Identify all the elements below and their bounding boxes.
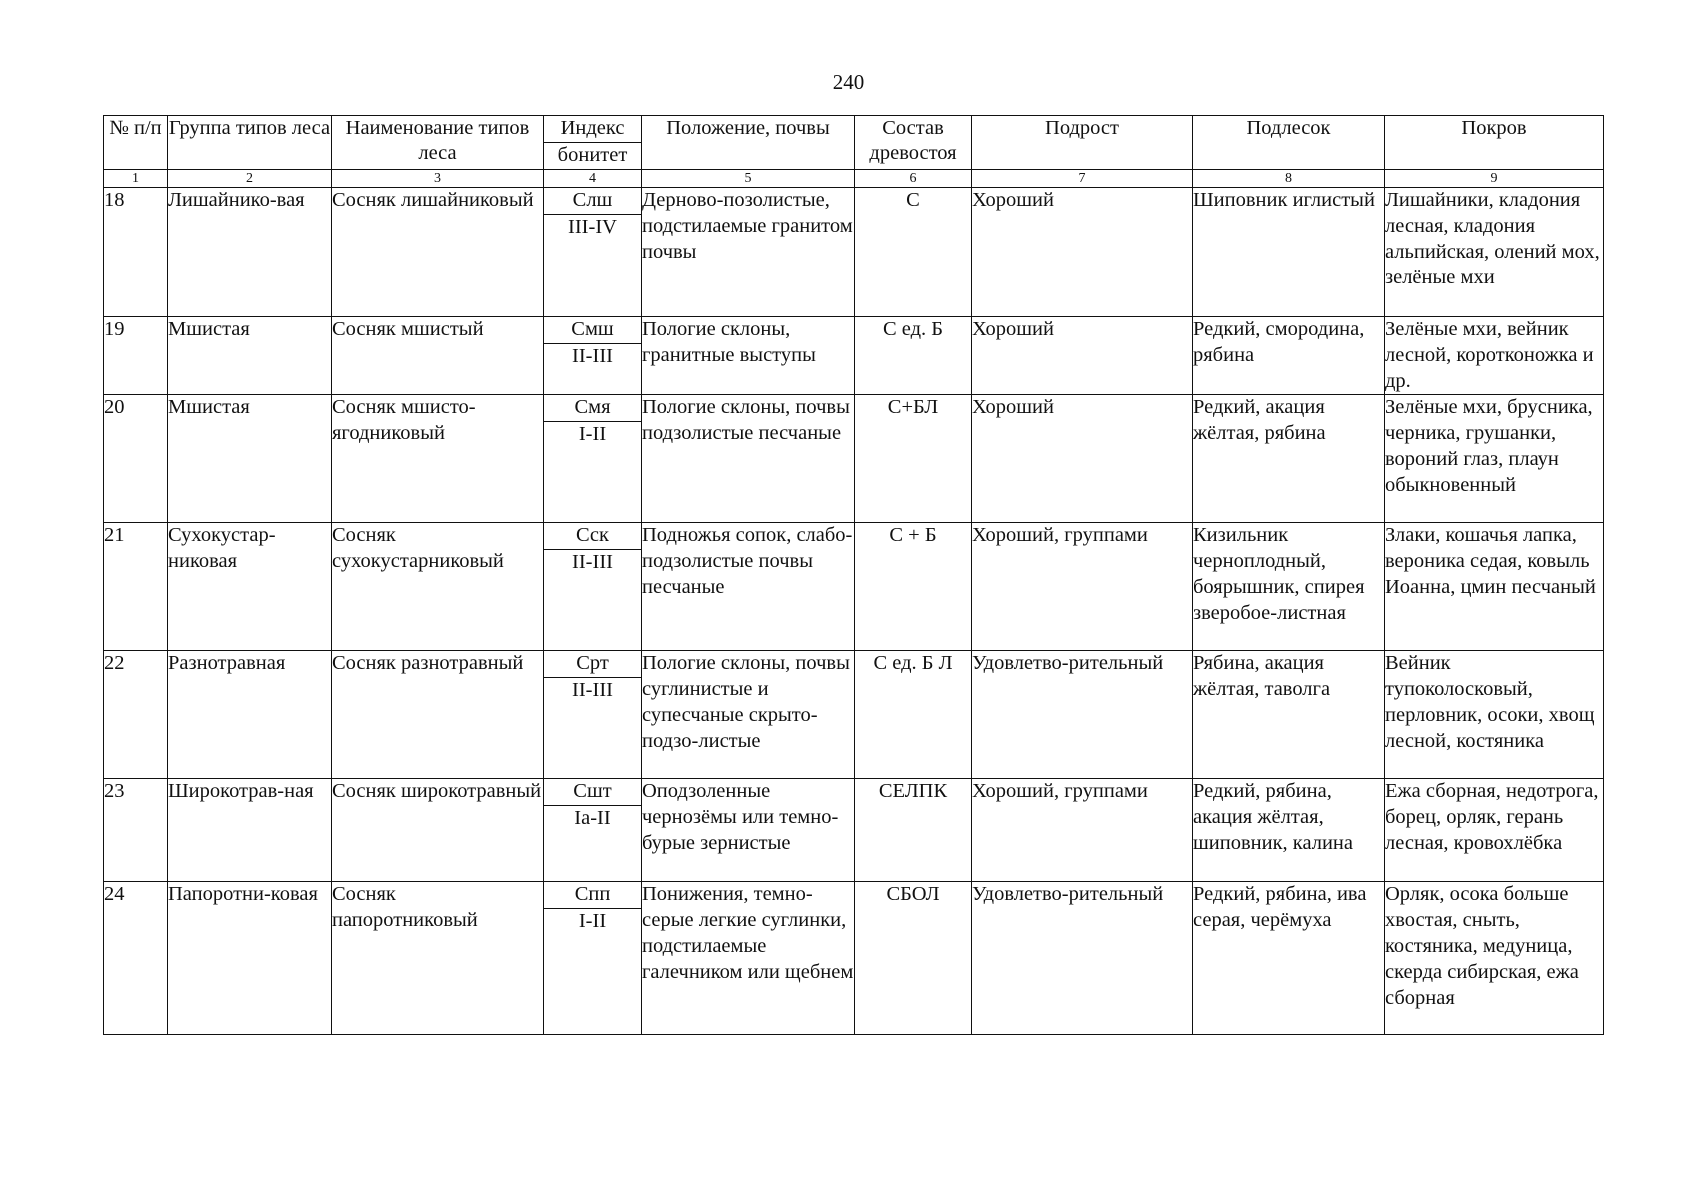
column-number: 5 [642, 170, 855, 188]
header-group-label: Группа типов леса [168, 117, 331, 139]
row-undergrowth: Хороший, группами [972, 779, 1193, 882]
row-group [168, 188, 332, 317]
row-num: 21 [104, 523, 168, 651]
row-undergrowth: Хороший, группами [972, 523, 1193, 651]
table-row [104, 651, 1604, 678]
row-name: Сосняк сухокустарниковый [332, 523, 544, 651]
row-group: Папоротни-ковая [168, 882, 332, 1035]
row-composition: С [855, 188, 972, 317]
row-position: Пологие склоны, гранитные выступы [642, 317, 855, 395]
header-group [168, 116, 332, 170]
column-number: 2 [168, 170, 332, 188]
column-number: 1 [104, 170, 168, 188]
page-number: 240 [832, 70, 865, 94]
row-name: Сосняк мшистый [332, 317, 544, 395]
header-underwood [1193, 116, 1385, 170]
column-number: 8 [1193, 170, 1385, 188]
row-num: 22 [104, 651, 168, 779]
table-row [104, 523, 1604, 550]
column-number: 6 [855, 170, 972, 188]
row-bonitet: I-II [544, 909, 642, 1035]
row-underwood: Редкий, акация жёлтая, рябина [1193, 395, 1385, 523]
row-composition: С + Б [855, 523, 972, 651]
row-undergrowth: Удовлетво-рительный [972, 882, 1193, 1035]
row-undergrowth: Хороший [972, 188, 1193, 317]
row-num: 20 [104, 395, 168, 523]
row-position: Дерново-позолистые, подстилаемые гранитом почвы [642, 188, 855, 317]
row-composition: СБОЛ [855, 882, 972, 1035]
row-composition: СЕЛПК [855, 779, 972, 882]
header-position [642, 116, 855, 170]
row-index: Срт [544, 651, 642, 678]
header-name [332, 116, 544, 170]
table-row [104, 779, 1604, 806]
header-cover [1385, 116, 1604, 170]
row-bonitet: II-III [544, 678, 642, 779]
row-underwood: Шиповник иглистый [1193, 188, 1385, 317]
header-composition [855, 116, 972, 170]
row-underwood: Редкий, рябина, акация жёлтая, шиповник, калина [1193, 779, 1385, 882]
row-position: Пологие склоны, почвы суглинистые и супесчаные скрыто-подзо-листые [642, 651, 855, 779]
row-position: Подножья сопок, слабо-подзолистые почвы песчаные [642, 523, 855, 651]
row-group: Сухокустар-никовая [168, 523, 332, 651]
row-underwood: Кизильник черноплодный, боярышник, спирея зверобое-листная [1193, 523, 1385, 651]
header-underwood-label: Подлесок [1246, 117, 1331, 139]
row-undergrowth: Хороший [972, 317, 1193, 395]
row-position: Понижения, темно-серые легкие суглинки, подстилаемые галечником или щебнем [642, 882, 855, 1035]
row-cover: Зелёные мхи, брусника, черника, грушанки, вороний глаз, плаун обыкновенный [1385, 395, 1604, 523]
row-group: Мшистая [168, 317, 332, 395]
row-composition: С ед. Б [855, 317, 972, 395]
row-index: Смш [544, 317, 642, 344]
header-name-label: Наименование типов леса [345, 117, 530, 164]
table-row [104, 395, 1604, 422]
table-row [104, 188, 1604, 215]
row-group: Мшистая [168, 395, 332, 523]
row-bonitet: Ia-II [544, 806, 642, 882]
header-composition-label: Состав древостоя [869, 117, 957, 164]
row-undergrowth: Хороший [972, 395, 1193, 523]
row-cover: Лишайники, кладония лесная, кладония альпийская, олений мох, зелёные мхи [1385, 188, 1604, 317]
row-index: Спп [544, 882, 642, 909]
header-bonitet-text: бонитет [557, 144, 628, 166]
row-composition: С+БЛ [855, 395, 972, 523]
row-name: Сосняк широкотравный [332, 779, 544, 882]
header-undergrowth-label: Подрост [1045, 117, 1119, 139]
row-bonitet: II-III [544, 344, 642, 395]
row-num: 19 [104, 317, 168, 395]
row-name: Сосняк лишайниковый [332, 188, 544, 317]
forest-types-table [103, 115, 1604, 1035]
row-cover: Злаки, кошачья лапка, вероника седая, ковыль Иоанна, цмин песчаный [1385, 523, 1604, 651]
row-num: 23 [104, 779, 168, 882]
row-cover: Орляк, осока больше хвостая, сныть, костяника, медуница, скерда сибирская, ежа сборная [1385, 882, 1604, 1035]
row-cover: Вейник тупоколосковый, перловник, осоки, хвощ лесной, костяника [1385, 651, 1604, 779]
row-underwood: Редкий, смородина, рябина [1193, 317, 1385, 395]
row-name: Сосняк мшисто-ягодниковый [332, 395, 544, 523]
column-number: 9 [1385, 170, 1604, 188]
row-index: Сск [544, 523, 642, 550]
row-cover: Зелёные мхи, вейник лесной, коротконожка и др. [1385, 317, 1604, 395]
header-num-label: № п/п [109, 117, 162, 139]
row-index: Слш [544, 188, 642, 215]
header-undergrowth [972, 116, 1193, 170]
row-underwood: Рябина, акация жёлтая, таволга [1193, 651, 1385, 779]
row-position: Оподзоленные чернозёмы или темно-бурые зернистые [642, 779, 855, 882]
header-position-label: Положение, почвы [666, 117, 830, 139]
row-group-text: Лишайнико-вая [168, 189, 305, 211]
row-name: Сосняк разнотравный [332, 651, 544, 779]
table-body [104, 188, 1604, 1035]
column-number: 7 [972, 170, 1193, 188]
header-num [104, 116, 168, 170]
header-row [104, 116, 1604, 143]
column-number: 4 [544, 170, 642, 188]
table-row [104, 317, 1604, 344]
row-cover: Ежа сборная, недотрога, борец, орляк, герань лесная, кровохлёбка [1385, 779, 1604, 882]
row-composition: С ед. Б Л [855, 651, 972, 779]
row-num: 18 [104, 188, 168, 317]
row-name: Сосняк папоротниковый [332, 882, 544, 1035]
row-bonitet: I-II [544, 422, 642, 523]
row-bonitet: II-III [544, 550, 642, 651]
row-index: Смя [544, 395, 642, 422]
row-index: Сшт [544, 779, 642, 806]
column-number-row [104, 170, 1604, 188]
row-num: 24 [104, 882, 168, 1035]
row-group: Разнотравная [168, 651, 332, 779]
header-bonitet [544, 143, 642, 170]
header-index [544, 116, 642, 143]
row-underwood: Редкий, рябина, ива серая, черёмуха [1193, 882, 1385, 1035]
header-index-label: Индекс [560, 117, 625, 139]
table-header [104, 116, 1604, 188]
header-cover-label: Покров [1461, 117, 1527, 139]
column-number: 3 [332, 170, 544, 188]
row-bonitet: III-IV [544, 215, 642, 317]
row-position: Пологие склоны, почвы подзолистые песчаные [642, 395, 855, 523]
table-row [104, 882, 1604, 909]
row-undergrowth: Удовлетво-рительный [972, 651, 1193, 779]
row-group: Широкотрав-ная [168, 779, 332, 882]
